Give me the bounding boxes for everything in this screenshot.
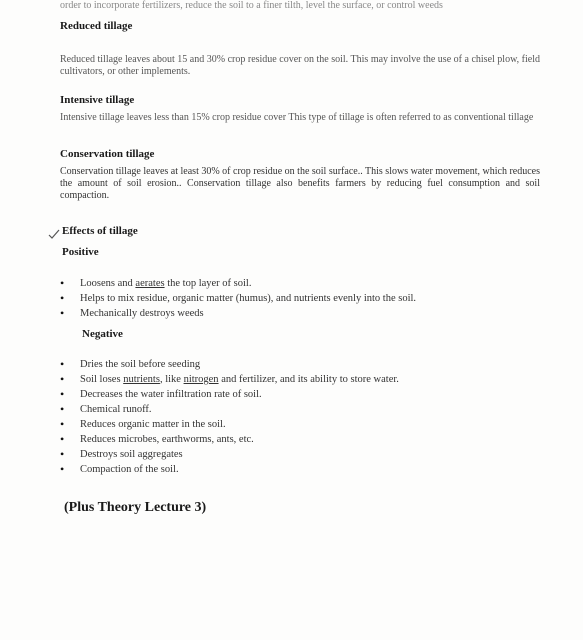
- item-text: and fertilizer, and its ability to store water.: [218, 374, 399, 385]
- list-item: [60, 372, 399, 387]
- list-item: [60, 357, 399, 372]
- linked-term[interactable]: aerates: [135, 278, 165, 289]
- item-text: Reduces microbes, earthworms, ants, etc.: [80, 434, 254, 445]
- list-item: [60, 417, 399, 432]
- heading-reduced-tillage: Reduced tillage: [60, 20, 133, 32]
- item-text: Compaction of the soil.: [80, 464, 179, 475]
- heading-conservation-tillage: Conservation tillage: [60, 148, 155, 160]
- heading-positive: Positive: [62, 246, 99, 258]
- continued-text-line: order to incorporate fertilizers, reduce the soil to a finer tilth, level the surface, or control weeds: [60, 0, 443, 11]
- list-item: [60, 387, 399, 402]
- item-text: Mechanically destroys weeds: [80, 308, 204, 319]
- heading-intensive-tillage: Intensive tillage: [60, 94, 135, 106]
- checkmark-icon: [48, 228, 60, 240]
- linked-term[interactable]: nitrogen: [183, 374, 219, 385]
- list-item: [60, 432, 399, 447]
- list-item: [60, 402, 399, 417]
- list-item: [60, 462, 399, 477]
- item-text: Helps to mix residue, organic matter (humus), and nutrients evenly into the soil.: [80, 293, 417, 304]
- heading-effects-of-tillage: Effects of tillage: [62, 225, 138, 237]
- paragraph-conservation-tillage: Conservation tillage leaves at least 30% of crop residue on the soil surface.. This slows water movement, which reduces the amount of soil erosion.. Conservation tillage also benefits farmers by reducing fuel consumption and soil compaction.: [60, 166, 540, 201]
- paragraph-reduced-tillage: Reduced tillage leaves about 15 and 30% crop residue cover on the soil. This may involve the use of a chisel plow, field cultivators, or other implements.: [60, 54, 540, 77]
- list-item: [60, 447, 399, 462]
- list-item: [60, 306, 416, 321]
- list-item: [60, 291, 416, 306]
- item-text: Soil loses: [80, 374, 124, 385]
- negative-effects-list: [60, 357, 399, 477]
- list-item: [60, 276, 416, 291]
- item-text: the top layer of soil.: [164, 278, 252, 289]
- lecture-title: (Plus Theory Lecture 3): [64, 500, 207, 515]
- item-text: Reduces organic matter in the soil.: [80, 419, 226, 430]
- item-text: Loosens and: [80, 278, 136, 289]
- item-text: Decreases the water infiltration rate of soil.: [80, 389, 262, 400]
- item-text: Dries the soil before seeding: [80, 359, 201, 370]
- item-text: Destroys soil aggregates: [80, 449, 183, 460]
- item-text: Chemical runoff.: [80, 404, 152, 415]
- item-text: , like: [159, 374, 184, 385]
- linked-term[interactable]: nutrients: [123, 374, 160, 385]
- paragraph-intensive-tillage: Intensive tillage leaves less than 15% crop residue cover This type of tillage is often referred to as conventional tillage: [60, 112, 534, 123]
- positive-effects-list: [60, 276, 416, 321]
- heading-negative: Negative: [82, 328, 123, 340]
